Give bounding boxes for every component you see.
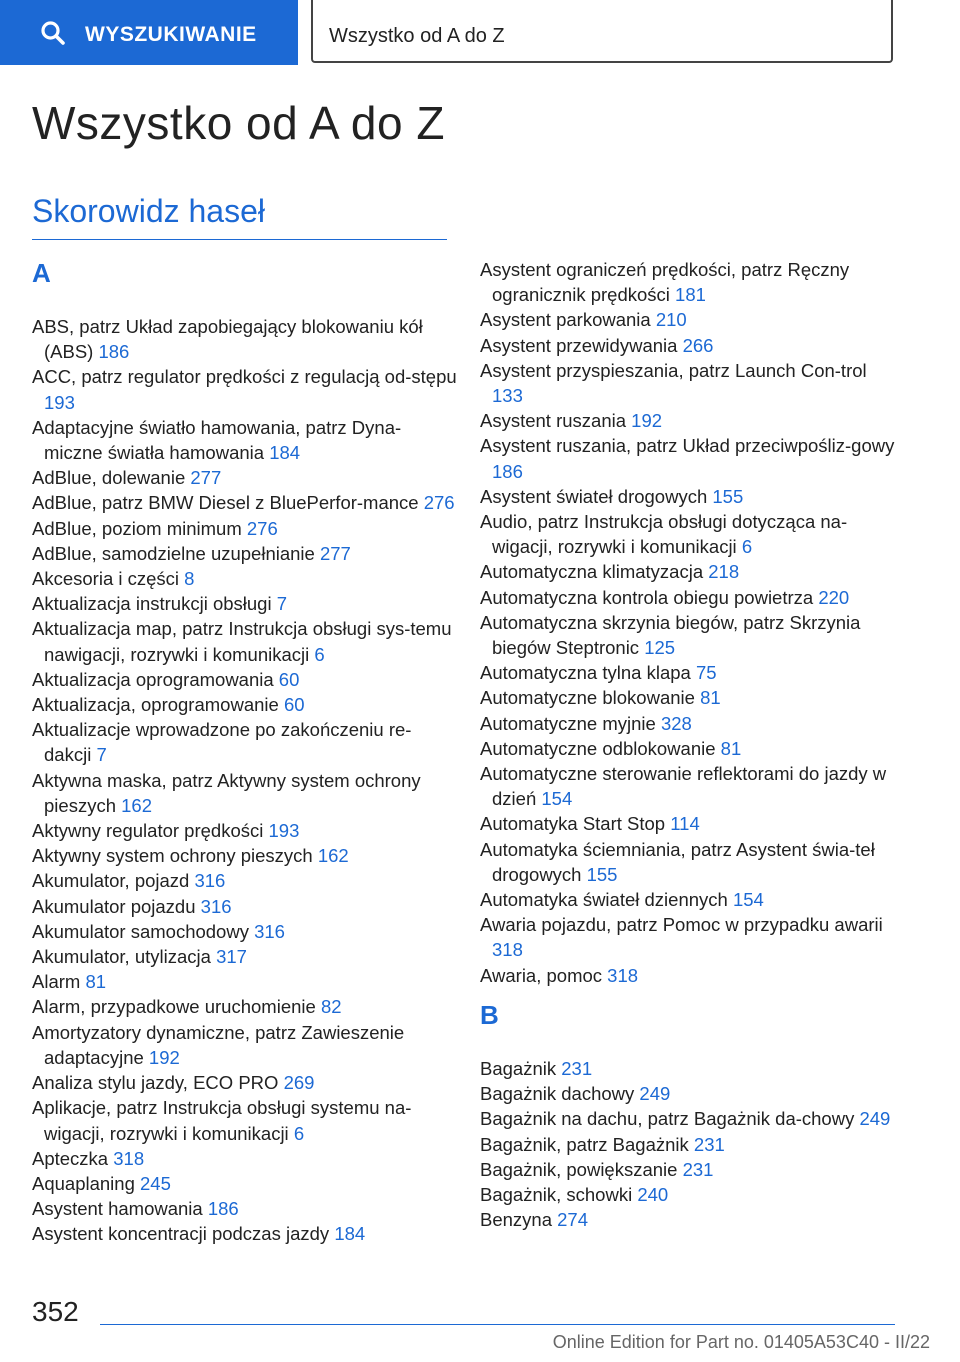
index-entry-text: Bagażnik na dachu, patrz Bagażnik da-chowy: [480, 1108, 855, 1130]
index-entry-text: Asystent ograniczeń prędkości, patrz Ręczny ogranicznik prędkości: [480, 259, 850, 306]
index-entry: [32, 314, 457, 364]
index-entry-text: Automatyczne blokowanie: [480, 687, 695, 709]
index-entry: [32, 1095, 457, 1145]
page-reference-link[interactable]: 186: [207, 1198, 239, 1220]
index-entry-text: Akcesoria i części: [32, 568, 180, 590]
page-reference-link[interactable]: 240: [637, 1183, 669, 1205]
index-entry-text: Benzyna: [480, 1209, 552, 1231]
page-reference-link[interactable]: 6: [314, 643, 325, 665]
index-entry-text: Bagażnik, schowki: [480, 1183, 633, 1205]
index-entry-text: AdBlue, samodzielne uzupełnianie: [32, 542, 315, 564]
index-entry: [32, 1196, 457, 1221]
index-entry: [32, 768, 457, 818]
page-reference-link[interactable]: 186: [98, 341, 130, 363]
page-reference-link[interactable]: 277: [319, 542, 351, 564]
index-entry-text: Bagażnik, patrz Bagażnik: [480, 1133, 689, 1155]
index-entry-text: ABS, patrz Układ zapobiegający blokowaniu kół (ABS): [32, 316, 423, 363]
index-entry: [480, 358, 900, 408]
page-reference-link[interactable]: 155: [712, 485, 744, 507]
index-entry-text: Automatyczna kontrola obiegu powietrza: [480, 586, 814, 608]
index-entry-text: Apteczka: [32, 1147, 109, 1169]
page-reference-link[interactable]: 184: [269, 442, 301, 464]
index-entry: [480, 660, 900, 685]
page-reference-link[interactable]: 7: [276, 593, 288, 615]
index-column-left: [32, 258, 457, 1247]
index-entry: [480, 257, 900, 307]
index-entry-text: Akumulator pojazdu: [32, 895, 196, 917]
page-reference-link[interactable]: 81: [700, 687, 721, 709]
footer-edition-text: Online Edition for Part no. 01405A53C40 - II/22: [552, 1332, 930, 1352]
index-entry-text: Analiza stylu jazdy, ECO PRO: [32, 1072, 279, 1094]
index-entry-text: Automatyczna skrzynia biegów, patrz Skrzynia biegów Steptronic: [480, 611, 861, 659]
page-reference-link[interactable]: 318: [113, 1147, 145, 1169]
index-entry: [480, 559, 900, 584]
page-reference-link[interactable]: 318: [492, 939, 523, 961]
page-reference-link[interactable]: 276: [423, 492, 455, 514]
index-entry-text: Aktualizacja oprogramowania: [32, 668, 274, 690]
page-reference-link[interactable]: 316: [200, 895, 232, 917]
section-title: Skorowidz haseł: [32, 193, 265, 229]
page-reference-link[interactable]: 81: [720, 737, 742, 759]
index-column-right: [480, 257, 900, 1232]
index-entry: [32, 843, 457, 868]
index-entry-list: [32, 314, 457, 1247]
index-entry: [480, 1132, 900, 1157]
index-entry: [480, 1081, 900, 1106]
page-reference-link[interactable]: 316: [194, 870, 226, 892]
index-entry-text: Asystent parkowania: [480, 309, 651, 331]
index-entry: [480, 761, 900, 811]
page-title: Wszystko od A do Z: [32, 97, 445, 149]
index-entry: [480, 963, 900, 988]
index-entry-text: Audio, patrz Instrukcja obsługi dotycząca na-wigacji, rozrywki i komunikacji: [480, 511, 848, 558]
index-entry: [32, 566, 457, 591]
page-reference-link[interactable]: 193: [268, 820, 300, 842]
index-entry-text: Aquaplaning: [32, 1172, 135, 1194]
index-entry-text: Asystent przewidywania: [480, 334, 678, 356]
page-reference-link[interactable]: 81: [85, 971, 107, 993]
index-entry: [480, 811, 900, 836]
page-reference-link[interactable]: 60: [283, 694, 305, 716]
index-entry: [32, 944, 457, 969]
page-reference-link[interactable]: 184: [334, 1223, 366, 1245]
page-reference-link[interactable]: 125: [644, 637, 676, 659]
index-entry: [32, 591, 457, 616]
index-entry-text: Aktywny system ochrony pieszych: [32, 845, 313, 867]
page-reference-link[interactable]: 266: [682, 334, 714, 356]
index-entry-text: Aktualizacja map, patrz Instrukcja obsługi sys-temu nawigacji, rozrywki i komunikacji: [32, 618, 452, 665]
index-entry: [480, 610, 900, 660]
index-entry: [32, 919, 457, 944]
index-entry: [480, 837, 900, 887]
page-reference-link[interactable]: 162: [121, 794, 152, 816]
page-reference-link[interactable]: 277: [190, 467, 222, 489]
page-reference-link[interactable]: 114: [670, 813, 700, 835]
index-entry: [480, 1157, 900, 1182]
index-entry: [480, 408, 900, 433]
section-divider: [32, 239, 447, 240]
index-entry: [32, 1221, 457, 1246]
page-reference-link[interactable]: 8: [184, 568, 195, 590]
index-entry: [32, 490, 457, 515]
page-reference-link[interactable]: 162: [317, 845, 349, 867]
search-button[interactable]: [0, 0, 298, 65]
index-entry: [32, 692, 457, 717]
page-reference-link[interactable]: 7: [96, 744, 107, 766]
index-entry: [32, 717, 457, 767]
index-entry-text: Aktualizacje wprowadzone po zakończeniu re-dakcji: [32, 719, 412, 766]
index-entry: [480, 685, 900, 710]
page-reference-link[interactable]: 154: [541, 788, 573, 810]
footer-divider: [100, 1324, 895, 1325]
index-entry: [32, 1171, 457, 1196]
page-reference-link[interactable]: 155: [586, 863, 618, 885]
current-chapter-label: Wszystko od A do Z: [329, 25, 505, 47]
index-entry-text: Aplikacje, patrz Instrukcja obsługi systemu na-wigacji, rozrywki i komunikacji: [32, 1097, 412, 1144]
index-entry: [480, 887, 900, 912]
index-entry: [32, 994, 457, 1019]
index-entry: [32, 415, 457, 465]
index-entry: [32, 667, 457, 692]
search-icon: [40, 20, 66, 46]
index-letter-heading: A: [32, 258, 51, 288]
index-entry-text: Aktywny regulator prędkości: [32, 820, 264, 842]
page-reference-link[interactable]: 154: [732, 889, 764, 911]
index-entry: [480, 711, 900, 736]
page-reference-link[interactable]: 269: [283, 1072, 315, 1094]
page-reference-link[interactable]: 317: [216, 946, 247, 968]
index-entry-text: Alarm, przypadkowe uruchomienie: [32, 996, 316, 1018]
index-entry-text: Automatyka świateł dziennych: [480, 889, 728, 911]
index-entry-text: Aktywna maska, patrz Aktywny system ochrony pieszych: [32, 769, 421, 816]
index-entry: [480, 307, 900, 332]
index-entry: [480, 1182, 900, 1207]
index-entry-text: AdBlue, poziom minimum: [32, 517, 242, 539]
page-reference-link[interactable]: 249: [639, 1083, 671, 1105]
page-reference-link[interactable]: 181: [675, 284, 706, 306]
index-entry-text: Akumulator, pojazd: [32, 870, 190, 892]
index-entry-text: Automatyczne odblokowanie: [480, 737, 716, 759]
page-reference-link[interactable]: 249: [859, 1108, 891, 1130]
index-entry: [32, 1070, 457, 1095]
index-entry: [480, 509, 900, 559]
index-entry: [480, 1207, 900, 1232]
page-reference-link[interactable]: 274: [557, 1209, 589, 1231]
index-entry-text: Adaptacyjne światło hamowania, patrz Dyna-miczne światła hamowania: [32, 416, 402, 464]
index-entry-text: Aktualizacja, oprogramowanie: [32, 694, 279, 716]
page-reference-link[interactable]: 220: [818, 586, 850, 608]
index-entry-text: Alarm: [32, 971, 81, 993]
page-reference-link[interactable]: 6: [741, 536, 753, 558]
index-entry: [32, 969, 457, 994]
page-reference-link[interactable]: 193: [44, 391, 75, 413]
index-entry: [32, 364, 457, 414]
index-entry-text: ACC, patrz regulator prędkości z regulacją od-stępu: [32, 366, 457, 388]
index-entry-text: Asystent przyspieszania, patrz Launch Con-trol: [480, 359, 867, 381]
index-entry-text: Bagażnik, powiększanie: [480, 1158, 678, 1180]
index-entry: [32, 868, 457, 893]
page-reference-link[interactable]: 75: [695, 662, 717, 684]
index-entry-text: Bagażnik dachowy: [480, 1083, 635, 1105]
page-reference-link[interactable]: 328: [660, 712, 692, 734]
page-reference-link[interactable]: 82: [320, 996, 342, 1018]
page-reference-link[interactable]: 316: [254, 920, 285, 942]
index-entry-text: Akumulator samochodowy: [32, 920, 249, 942]
index-entry-text: Automatyczna tylna klapa: [480, 662, 691, 684]
index-entry: [32, 616, 457, 666]
index-entry-text: Automatyczne sterowanie reflektorami do jazdy w dzień: [480, 763, 887, 810]
index-entry-text: Asystent ruszania, patrz Układ przeciwpośliz-gowy: [480, 435, 895, 457]
index-entry: [32, 1146, 457, 1171]
index-entry-text: Automatyczna klimatyzacja: [480, 561, 704, 583]
index-entry-text: Asystent świateł drogowych: [480, 485, 708, 507]
page-reference-link[interactable]: 318: [607, 964, 639, 986]
index-entry-text: Awaria pojazdu, patrz Pomoc w przypadku awarii: [480, 914, 883, 936]
index-entry: [32, 516, 457, 541]
index-entry-text: Amortyzatory dynamiczne, patrz Zawieszenie adaptacyjne: [32, 1021, 405, 1068]
page-reference-link[interactable]: 231: [682, 1158, 714, 1180]
index-entry: [480, 484, 900, 509]
index-entry: [480, 736, 900, 761]
index-entry-text: Bagażnik: [480, 1057, 557, 1079]
page-reference-link[interactable]: 245: [140, 1172, 171, 1194]
index-entry-list: [480, 257, 900, 988]
index-entry: [32, 818, 457, 843]
top-navigation-bar: [0, 0, 960, 66]
index-entry: [32, 465, 457, 490]
index-letter-heading: B: [480, 999, 499, 1030]
index-entry: [480, 585, 900, 610]
index-entry: [32, 894, 457, 919]
index-entry: [480, 912, 900, 962]
page-reference-link[interactable]: 186: [492, 460, 523, 482]
page-number: 352: [32, 1296, 79, 1327]
index-entry-text: Aktualizacja instrukcji obsługi: [32, 593, 272, 615]
page-reference-link[interactable]: 6: [293, 1122, 305, 1144]
index-entry-text: AdBlue, dolewanie: [32, 467, 186, 489]
page-reference-link[interactable]: 192: [148, 1046, 180, 1068]
index-entry: [480, 333, 900, 358]
page-reference-link[interactable]: 133: [492, 385, 523, 407]
page-reference-link[interactable]: 231: [561, 1057, 593, 1079]
index-entry: [32, 1020, 457, 1070]
index-entry-text: Automatyczne myjnie: [480, 712, 656, 734]
page-reference-link[interactable]: 231: [693, 1133, 725, 1155]
index-entry-text: Asystent hamowania: [32, 1198, 203, 1220]
page-reference-link[interactable]: 60: [278, 668, 300, 690]
current-chapter-tab[interactable]: [311, 0, 893, 63]
search-button-label: WYSZUKIWANIE: [85, 23, 257, 46]
page-reference-link[interactable]: 276: [246, 517, 278, 539]
index-entry-text: Automatyka ściemniania, patrz Asystent świa-teł drogowych: [480, 838, 875, 885]
index-entry-text: Automatyka Start Stop: [480, 813, 666, 835]
index-entry: [480, 1056, 900, 1081]
index-entry-list: [480, 1056, 900, 1232]
index-entry-text: AdBlue, patrz BMW Diesel z BluePerfor-mance: [32, 492, 419, 514]
index-entry-text: Asystent koncentracji podczas jazdy: [32, 1223, 330, 1245]
index-entry: [480, 433, 900, 483]
index-entry-text: Awaria, pomoc: [480, 964, 603, 986]
page-reference-link[interactable]: 218: [708, 561, 740, 583]
page-reference-link[interactable]: 210: [655, 309, 687, 331]
page-reference-link[interactable]: 192: [631, 410, 663, 432]
index-entry-text: Asystent ruszania: [480, 410, 627, 432]
index-entry: [480, 1106, 900, 1131]
index-entry-text: Akumulator, utylizacja: [32, 946, 211, 968]
index-entry: [32, 541, 457, 566]
